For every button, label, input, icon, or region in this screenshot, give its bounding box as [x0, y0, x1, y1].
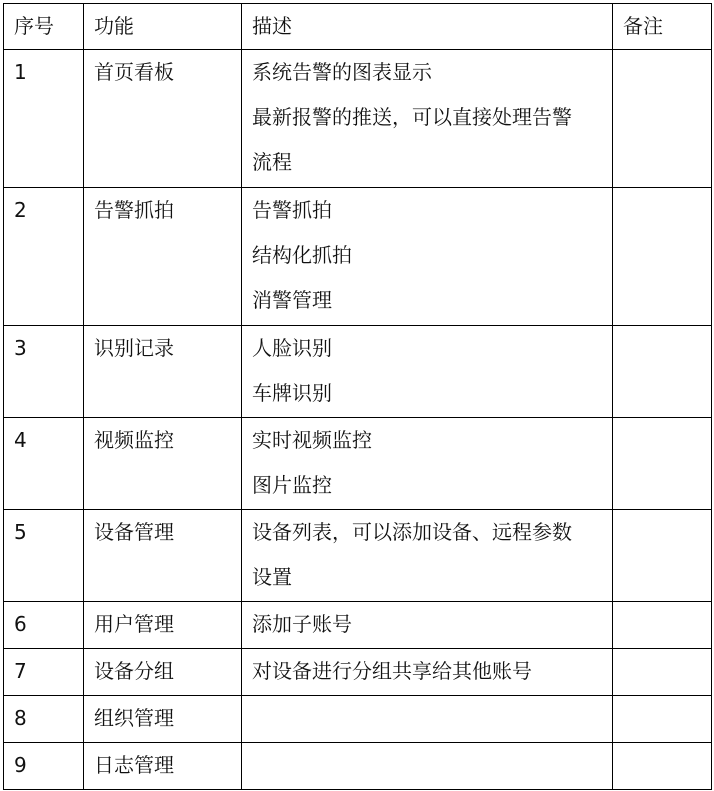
description-line: 设备列表，可以添加设备、远程参数 [252, 520, 572, 544]
cell-function: 日志管理 [84, 743, 242, 790]
table-row [4, 510, 712, 602]
description-line: 结构化抓拍 [252, 243, 352, 267]
cell-index: 4 [4, 418, 84, 510]
cell-index: 1 [4, 50, 84, 188]
table-row [4, 743, 712, 790]
table-row [4, 50, 712, 188]
description-line: 消警管理 [252, 288, 332, 312]
cell-index: 8 [4, 696, 84, 743]
cell-function: 首页看板 [84, 50, 242, 188]
description-line: 人脸识别 [252, 336, 332, 360]
cell-description [242, 696, 613, 743]
description-line: 实时视频监控 [252, 428, 372, 452]
cell-remark [613, 602, 712, 649]
cell-description [242, 649, 613, 696]
cell-function: 组织管理 [84, 696, 242, 743]
description-line: 系统告警的图表显示 [252, 60, 432, 84]
header-index: 序号 [4, 4, 84, 50]
function-spec-table [3, 3, 712, 790]
header-function: 功能 [84, 4, 242, 50]
header-description: 描述 [242, 4, 613, 50]
cell-remark [613, 418, 712, 510]
cell-description [242, 743, 613, 790]
description-line: 最新报警的推送，可以直接处理告警 [252, 105, 572, 129]
cell-index: 6 [4, 602, 84, 649]
description-line: 车牌识别 [252, 381, 332, 405]
table-row [4, 696, 712, 743]
cell-function: 识别记录 [84, 326, 242, 418]
cell-remark [613, 510, 712, 602]
cell-index: 2 [4, 188, 84, 326]
table-row [4, 326, 712, 418]
header-remark: 备注 [613, 4, 712, 50]
cell-index: 7 [4, 649, 84, 696]
cell-index: 9 [4, 743, 84, 790]
cell-remark [613, 326, 712, 418]
description-line: 设置 [252, 565, 292, 589]
table-row [4, 418, 712, 510]
cell-description [242, 326, 613, 418]
cell-function: 用户管理 [84, 602, 242, 649]
table-row [4, 602, 712, 649]
cell-function: 视频监控 [84, 418, 242, 510]
cell-function: 设备管理 [84, 510, 242, 602]
cell-description [242, 510, 613, 602]
description-line: 添加子账号 [252, 612, 352, 636]
cell-description [242, 418, 613, 510]
cell-remark [613, 50, 712, 188]
cell-function: 告警抓拍 [84, 188, 242, 326]
cell-remark [613, 188, 712, 326]
cell-remark [613, 696, 712, 743]
description-line: 图片监控 [252, 473, 332, 497]
description-line: 对设备进行分组共享给其他账号 [252, 659, 532, 683]
cell-index: 3 [4, 326, 84, 418]
description-line: 流程 [252, 150, 292, 174]
cell-description [242, 188, 613, 326]
cell-description [242, 50, 613, 188]
cell-description [242, 602, 613, 649]
cell-remark [613, 649, 712, 696]
table-row [4, 649, 712, 696]
cell-remark [613, 743, 712, 790]
cell-index: 5 [4, 510, 84, 602]
description-line: 告警抓拍 [252, 198, 332, 222]
cell-function: 设备分组 [84, 649, 242, 696]
table-row [4, 188, 712, 326]
table-header-row [4, 4, 712, 50]
